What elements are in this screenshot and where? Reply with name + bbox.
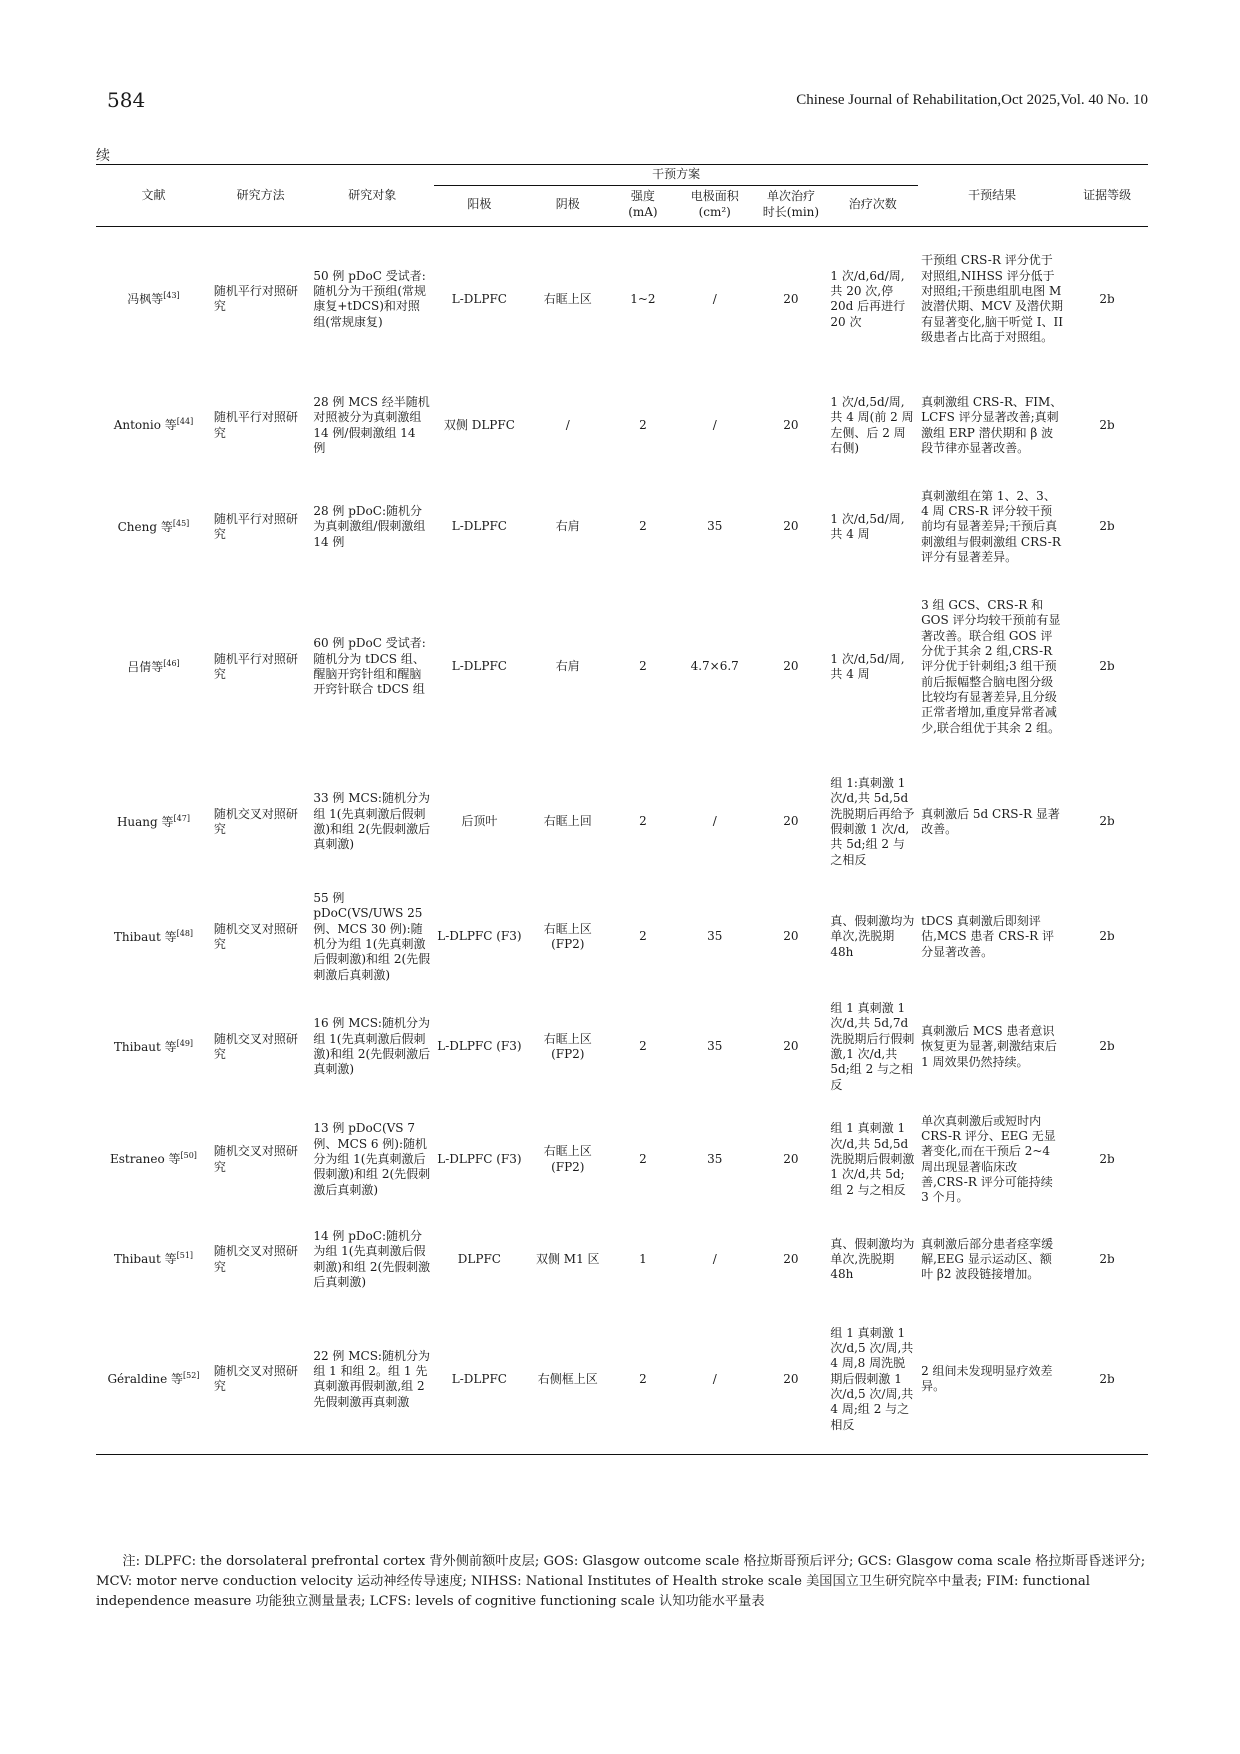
duration: 20 <box>783 291 799 306</box>
electrode-area: 35 <box>707 519 723 534</box>
reference-number: [43] <box>163 291 180 301</box>
reference-number: [47] <box>173 813 190 823</box>
header-intensity-label: 强度 <box>630 189 655 204</box>
table-note: 注: DLPFC: the dorsolateral prefrontal cortex 背外侧前额叶皮层; GOS: Glasgow outcome scale 格拉斯哥预后评分; GCS: Glasgow coma scale 格拉斯哥昏迷评分; MCV: motor nerve conduction velocity 运动神经传导速度; NIHSS: National Institutes of Health stroke scale 美国国立卫生研究院卒中量表; FIM: functional independence measure 功能独立测量量表; LCFS: levels of cognitive functioning scale 认知功能水平量表 <box>96 1554 1146 1609</box>
duration: 20 <box>783 659 799 674</box>
study-method: 随机交叉对照研究 <box>213 806 298 837</box>
study-author <box>96 372 211 480</box>
duration: 20 <box>783 1039 799 1054</box>
author-name: Cheng 等 <box>117 519 173 534</box>
study-author <box>96 227 211 372</box>
table-row <box>96 480 1148 575</box>
anode: 双侧 DLPFC <box>443 417 515 432</box>
results: tDCS 真刺激后即刻评估,MCS 患者 CRS-R 评分显著改善。 <box>921 914 1055 959</box>
sessions: 组 1 真刺激 1 次/d,共 5d,5d 洗脱期后假刺激 1 次/d,共 5d;组 2 与之相反 <box>830 1121 915 1197</box>
electrode-area: / <box>675 1305 755 1455</box>
electrode-area: / <box>712 814 717 829</box>
author-name: Thibaut 等 <box>113 1039 177 1054</box>
header-sessions: 治疗次数 <box>827 186 918 227</box>
sessions: 组 1 真刺激 1 次/d,5 次/周,共 4 周,8 周洗脱期后假刺激 1 次/d,5 次/周,共 4 周;组 2 与之相反 <box>827 1305 918 1455</box>
sessions: 1 次/d,5d/周,共 4 周 <box>830 511 905 542</box>
evidence-level: 2b <box>1099 291 1115 306</box>
anode: L-DLPFC (F3) <box>437 1039 522 1054</box>
study-subjects: 14 例 pDoC:随机分为组 1(先真刺激后假刺激)和组 2(先假刺激后真刺激) <box>313 1228 431 1289</box>
header-intensity <box>611 186 675 227</box>
evidence-level: 2b <box>1099 659 1115 674</box>
author-name: Huang 等 <box>116 814 174 829</box>
evidence-level: 2b <box>1099 417 1115 432</box>
header-literature: 文献 <box>96 165 211 227</box>
study-author <box>96 990 211 1105</box>
results: 2 组间未发现明显疗效差异。 <box>918 1305 1066 1455</box>
electrode-area: 35 <box>707 1151 723 1166</box>
anode: L-DLPFC <box>451 659 507 674</box>
sessions: 组 1 真刺激 1 次/d,共 5d,7d 洗脱期后行假刺激,1 次/d,共 5d;组 2 与之相反 <box>830 1001 915 1092</box>
study-method: 随机交叉对照研究 <box>213 1031 298 1062</box>
cathode: 双侧 M1 区 <box>535 1251 600 1266</box>
study-author <box>96 885 211 990</box>
header-intensity-unit: (mA) <box>628 204 658 219</box>
header-evidence: 证据等级 <box>1066 165 1148 227</box>
reference-number: [45] <box>172 518 190 528</box>
duration: 20 <box>783 1151 799 1166</box>
author-name: 吕倩等 <box>127 659 164 674</box>
electrode-area: / <box>712 417 717 432</box>
study-subjects: 28 例 pDoC:随机分为真刺激组/假刺激组 14 例 <box>313 504 426 549</box>
study-author <box>96 1215 211 1305</box>
results: 干预组 CRS-R 评分优于对照组,NIHSS 评分低于对照组;干预患组肌电图 M 波潜伏期、MCV 及潜伏期有显著变化,脑干听觉 I、II 级患者占比高于对照组。 <box>921 253 1064 345</box>
page-number: 584 <box>107 88 146 112</box>
anode: L-DLPFC (F3) <box>437 1151 522 1166</box>
table-row <box>96 575 1148 760</box>
cathode: 右眶上区 <box>543 291 592 306</box>
table-row <box>96 1105 1148 1215</box>
results: 真刺激组 CRS-R、FIM、LCFS 评分显著改善;真刺激组 ERP 潜伏期和 β 波段节律亦显著改善。 <box>921 394 1063 455</box>
table-row <box>96 227 1148 372</box>
anode: L-DLPFC <box>451 291 507 306</box>
intensity: 2 <box>639 814 647 829</box>
study-subjects: 55 例 pDoC(VS/UWS 25 例、MCS 30 例):随机分为组 1(先真刺激后假刺激)和组 2(先假刺激后真刺激) <box>313 891 431 982</box>
study-subjects: 28 例 MCS 经半随机对照被分为真刺激组 14 例/假刺激组 14 例 <box>313 394 430 455</box>
author-name: Antonio 等 <box>113 418 177 433</box>
intensity: 2 <box>639 659 647 674</box>
anode: 后顶叶 <box>461 814 498 829</box>
table-row <box>96 1215 1148 1305</box>
study-method: 随机交叉对照研究 <box>211 1305 310 1455</box>
evidence-level: 2b <box>1099 1251 1115 1266</box>
table-row <box>96 760 1148 885</box>
results: 单次真刺激后或短时内 CRS-R 评分、EEG 无显著变化,而在干预后 2~4 周出现显著临床改善,CRS-R 评分可能持续 3 个月。 <box>921 1113 1056 1205</box>
table-body <box>96 227 1148 1455</box>
electrode-area: 4.7×6.7 <box>690 659 739 674</box>
sessions: 1 次/d,6d/周,共 20 次,停 20d 后再进行 20 次 <box>830 268 906 329</box>
cathode: 右肩 <box>555 659 580 674</box>
intensity: 2 <box>639 1039 647 1054</box>
header-duration <box>754 186 827 227</box>
author-name: Thibaut 等 <box>113 1252 177 1267</box>
study-method: 随机交叉对照研究 <box>213 1244 298 1274</box>
study-method: 随机平行对照研究 <box>213 511 298 542</box>
reference-number: [49] <box>176 1038 194 1048</box>
study-subjects: 22 例 MCS:随机分为组 1 和组 2。组 1 先真刺激再假刺激,组 2 先假刺激再真刺激 <box>310 1305 434 1455</box>
cathode: 右眶上区 (FP2) <box>543 1031 592 1062</box>
sessions: 1 次/d,5d/周,共 4 周 <box>830 651 905 682</box>
header-electrode-area <box>675 186 755 227</box>
anode: L-DLPFC <box>451 519 507 534</box>
intensity: 2 <box>611 1305 675 1455</box>
anode: DLPFC <box>457 1251 501 1266</box>
electrode-area: 35 <box>707 929 723 944</box>
reference-number: [48] <box>176 928 194 938</box>
electrode-area: / <box>712 1251 717 1266</box>
duration: 20 <box>783 1251 799 1266</box>
sessions: 1 次/d,5d/周,共 4 周(前 2 周左侧、后 2 周右侧) <box>830 394 914 455</box>
header-electrode-area-label: 电极面积 <box>690 189 739 204</box>
cathode: 右侧框上区 <box>525 1305 611 1455</box>
header-cathode: 阴极 <box>525 186 611 227</box>
author-name: Thibaut 等 <box>113 929 177 944</box>
cathode: 右眶上回 <box>543 814 592 829</box>
study-subjects: 16 例 MCS:随机分为组 1(先真刺激后假刺激)和组 2(先假刺激后真刺激) <box>313 1016 431 1077</box>
sessions: 组 1:真刺激 1 次/d,共 5d,5d 洗脱期后再给予假刺激 1 次/d,共 5d;组 2 与之相反 <box>830 776 915 867</box>
evidence-level: 2b <box>1099 929 1115 944</box>
table-row <box>96 885 1148 990</box>
header-duration-unit: 时长(min) <box>762 204 820 219</box>
anode: L-DLPFC (F3) <box>437 929 522 944</box>
header-intervention-group: 干预方案 <box>434 165 918 186</box>
study-method: 随机平行对照研究 <box>213 651 298 682</box>
sessions: 真、假刺激均为单次,洗脱期 48h <box>830 914 915 959</box>
results: 真刺激后 MCS 患者意识恢复更为显著,刺激结束后 1 周效果仍然持续。 <box>921 1024 1057 1069</box>
evidence-level: 2b <box>1099 1039 1115 1054</box>
reference-number: [50] <box>180 1151 197 1161</box>
study-subjects: 13 例 pDoC(VS 7 例、MCS 6 例):随机分为组 1(先真刺激后假刺激)和组 2(先假刺激后真刺激) <box>313 1121 431 1197</box>
results: 3 组 GCS、CRS-R 和 GOS 评分均较干预前有显著改善。联合组 GOS 评分优于其余 2 组,CRS-R 评分优于针刺组;3 组干预前后振幅整合脑电图分级比较均有显著差异,且分级正常者增加,重度异常者减少,联合组优于其余 2 组。 <box>921 597 1061 735</box>
header-method: 研究方法 <box>211 165 310 227</box>
intensity: 2 <box>639 929 647 944</box>
reference-number: [44] <box>176 417 194 427</box>
cathode: 右眶上区 (FP2) <box>543 921 592 952</box>
study-method: 随机交叉对照研究 <box>213 1144 298 1174</box>
duration: 20 <box>783 519 799 534</box>
study-author <box>96 1105 211 1215</box>
author-name: 冯枫等 <box>127 292 164 307</box>
reference-number: [52] <box>183 1371 200 1381</box>
duration: 20 <box>783 814 799 829</box>
study-method: 随机交叉对照研究 <box>213 921 298 952</box>
table-row <box>96 990 1148 1105</box>
duration: 20 <box>783 417 799 432</box>
evidence-level: 2b <box>1099 814 1115 829</box>
header-electrode-area-unit: (cm²) <box>698 204 731 219</box>
evidence-level: 2b <box>1066 1305 1148 1455</box>
study-subjects: 50 例 pDoC 受试者:随机分为干预组(常规康复+tDCS)和对照组(常规康复) <box>313 268 427 329</box>
results: 真刺激后部分患者痉挛缓解,EEG 显示运动区、额叶 β2 波段链接增加。 <box>921 1236 1054 1282</box>
study-author <box>96 760 211 885</box>
duration: 20 <box>754 1305 827 1455</box>
author-name: Géraldine 等 <box>107 1372 184 1387</box>
table-row <box>96 372 1148 480</box>
intensity: 2 <box>639 1151 647 1166</box>
reference-number: [46] <box>163 658 180 668</box>
header-duration-label: 单次治疗 <box>766 189 815 204</box>
sessions: 真、假刺激均为单次,洗脱期 48h <box>830 1236 915 1282</box>
header-anode: 阳极 <box>434 186 525 227</box>
study-author <box>96 1305 211 1455</box>
results: 真刺激组在第 1、2、3、4 周 CRS-R 评分较干预前均有显著差异;干预后真刺激组与假刺激组 CRS-R 评分有显著差异。 <box>921 488 1061 565</box>
anode: L-DLPFC <box>434 1305 525 1455</box>
study-subjects: 33 例 MCS:随机分为组 1(先真刺激后假刺激)和组 2(先假刺激后真刺激) <box>313 791 431 852</box>
duration: 20 <box>783 929 799 944</box>
journal-header: Chinese Journal of Rehabilitation,Oct 2025,Vol. 40 No. 10 <box>796 92 1148 108</box>
study-method: 随机平行对照研究 <box>213 410 298 440</box>
electrode-area: / <box>712 291 717 306</box>
results: 真刺激后 5d CRS-R 显著改善。 <box>921 806 1060 837</box>
reference-number: [51] <box>176 1251 194 1261</box>
intensity: 2 <box>639 417 647 432</box>
intensity: 1~2 <box>630 291 656 306</box>
header-subjects: 研究对象 <box>310 165 434 227</box>
evidence-level: 2b <box>1099 1151 1115 1166</box>
study-subjects: 60 例 pDoC 受试者:随机分为 tDCS 组、醒脑开窍针组和醒脑开窍针联合 tDCS 组 <box>313 636 426 697</box>
continued-label: 续 <box>96 148 110 164</box>
intensity: 2 <box>639 519 647 534</box>
cathode: / <box>565 417 570 432</box>
study-table <box>96 164 1148 1455</box>
table-row <box>96 1305 1148 1455</box>
study-author <box>96 480 211 575</box>
author-name: Estraneo 等 <box>109 1152 181 1167</box>
electrode-area: 35 <box>707 1039 723 1054</box>
header-results: 干预结果 <box>918 165 1066 227</box>
cathode: 右眶上区 (FP2) <box>543 1144 592 1174</box>
intensity: 1 <box>639 1251 647 1266</box>
evidence-level: 2b <box>1099 519 1115 534</box>
study-author <box>96 575 211 760</box>
study-method: 随机平行对照研究 <box>213 283 298 314</box>
cathode: 右肩 <box>555 519 580 534</box>
table-container <box>96 164 1148 1455</box>
